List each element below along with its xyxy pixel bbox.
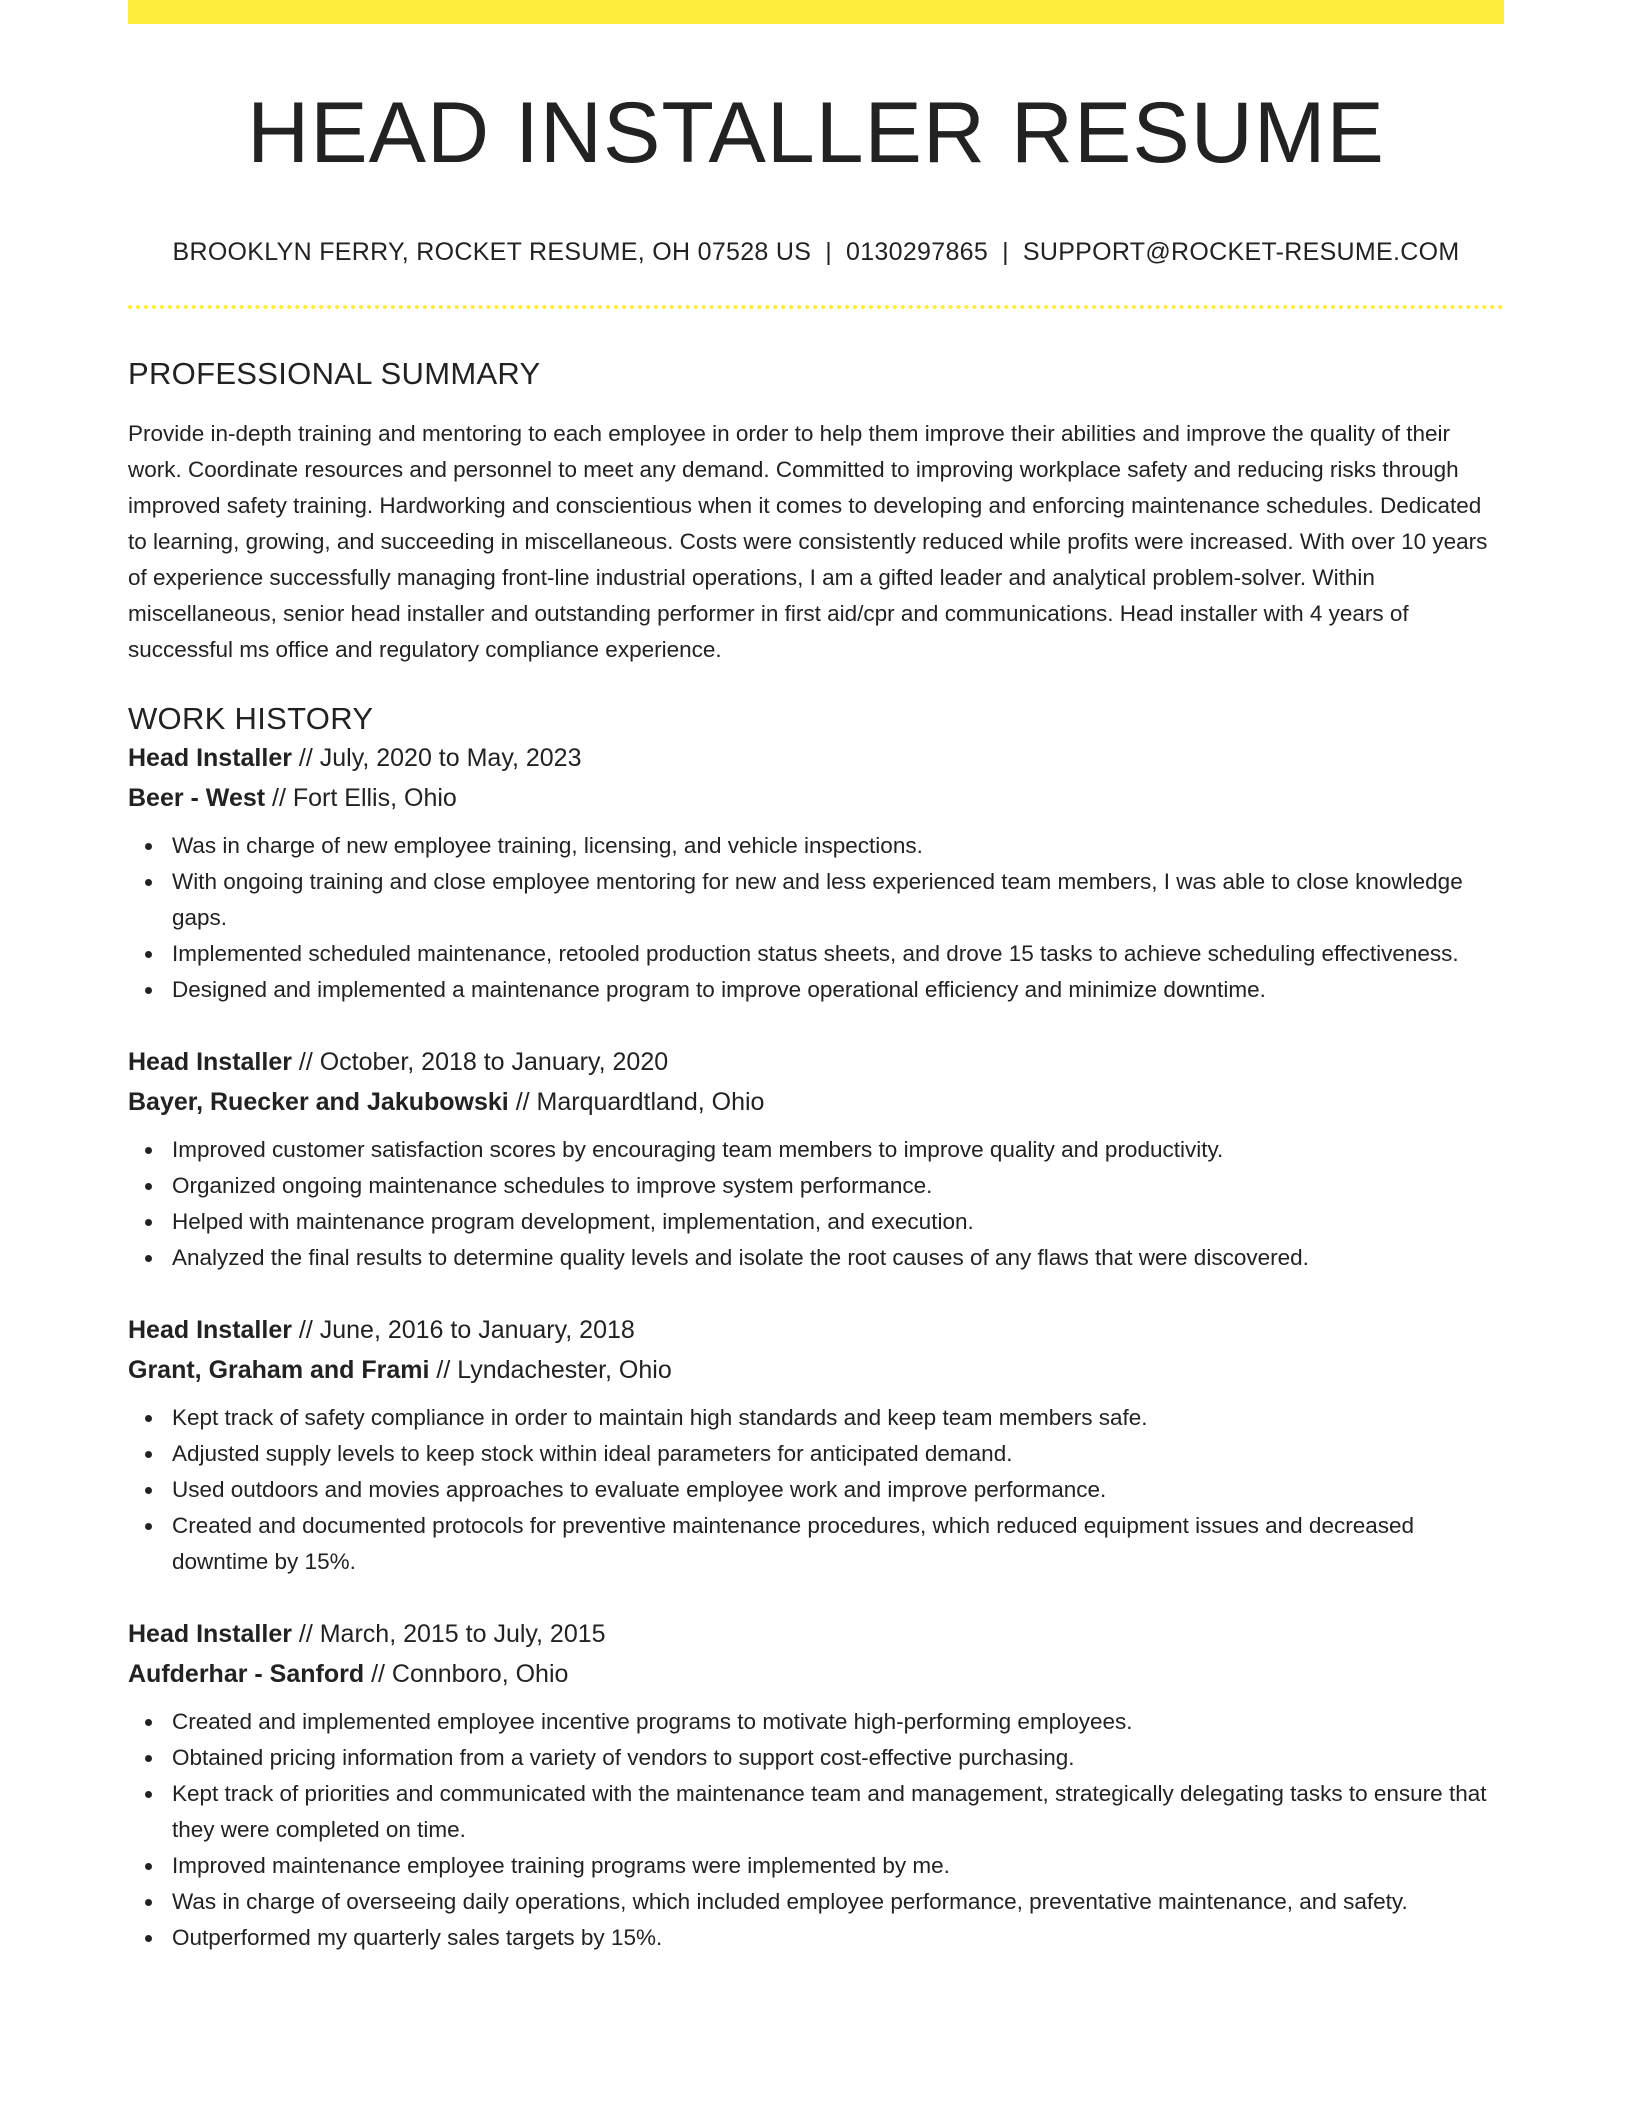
work-history-heading: WORK HISTORY	[128, 701, 374, 737]
work-history-list	[128, 738, 1504, 1956]
job-bullet: Kept track of priorities and communicated with the maintenance team and management, strategically delegating tasks to ensure that they were completed on time.	[172, 1776, 1504, 1848]
job-entry	[128, 738, 1504, 1008]
job-entry	[128, 1042, 1504, 1276]
contact-address: BROOKLYN FERRY, ROCKET RESUME, OH 07528 US	[172, 238, 812, 267]
resume-title: HEAD INSTALLER RESUME	[247, 85, 1385, 181]
job-role: Head Installer	[128, 1315, 292, 1344]
job-role-line	[128, 1614, 1504, 1654]
job-company: Aufderhar - Sanford	[128, 1659, 365, 1688]
job-location: // Marquardtland, Ohio	[508, 1087, 765, 1116]
resume-page	[128, 0, 1504, 1956]
job-bullet: Created and documented protocols for preventive maintenance procedures, which reduced equipment issues and decreased downtime by 15%.	[172, 1508, 1504, 1580]
job-bullet: Organized ongoing maintenance schedules to improve system performance.	[172, 1168, 1504, 1204]
job-location: // Connboro, Ohio	[364, 1659, 569, 1688]
contact-phone: 0130297865	[846, 238, 989, 267]
job-bullet: Created and implemented employee incentive programs to motivate high-performing employees.	[172, 1704, 1504, 1740]
job-bullet: Adjusted supply levels to keep stock within ideal parameters for anticipated demand.	[172, 1436, 1504, 1472]
job-company: Beer - West	[128, 783, 266, 812]
job-bullet: With ongoing training and close employee mentoring for new and less experienced team members, I was able to close knowledge gaps.	[172, 864, 1504, 936]
top-accent-bar	[128, 0, 1504, 24]
job-role: Head Installer	[128, 1619, 292, 1648]
summary-text: Provide in-depth training and mentoring to each employee in order to help them improve their abilities and improve the quality of their work. Coordinate resources and personnel to meet any demand. Committed to improving workplace safety and reducing risks through improved safety training. Hardworking and conscientious when it comes to developing and enforcing maintenance schedules. Dedicated to learning, growing, and succeeding in miscellaneous. Costs were consistently reduced while profits were increased. With over 10 years of experience successfully managing front-line industrial operations, I am a gifted leader and analytical problem-solver. Within miscellaneous, senior head installer and outstanding performer in first aid/cpr and communications. Head installer with 4 years of successful ms office and regulatory compliance experience.	[128, 421, 1488, 663]
contact-separator: |	[825, 238, 833, 267]
job-entry	[128, 1310, 1504, 1580]
job-role-line	[128, 1042, 1504, 1082]
job-role-line	[128, 1310, 1504, 1350]
job-bullet: Outperformed my quarterly sales targets by 15%.	[172, 1920, 1504, 1956]
job-bullet: Improved maintenance employee training programs were implemented by me.	[172, 1848, 1504, 1884]
job-company-line	[128, 1350, 1504, 1390]
job-role: Head Installer	[128, 743, 292, 772]
job-bullet: Kept track of safety compliance in order to maintain high standards and keep team members safe.	[172, 1400, 1504, 1436]
job-bullets	[128, 1132, 1504, 1276]
job-company-line	[128, 1082, 1504, 1122]
job-company: Grant, Graham and Frami	[128, 1355, 430, 1384]
job-role-line	[128, 738, 1504, 778]
job-company-line	[128, 778, 1504, 818]
contact-separator: |	[1002, 238, 1009, 267]
job-bullet: Designed and implemented a maintenance program to improve operational efficiency and minimize downtime.	[172, 972, 1504, 1008]
job-bullet: Obtained pricing information from a variety of vendors to support cost-effective purchasing.	[172, 1740, 1504, 1776]
summary-heading: PROFESSIONAL SUMMARY	[128, 356, 541, 392]
job-bullets	[128, 1704, 1504, 1956]
job-dates: // October, 2018 to January, 2020	[291, 1047, 669, 1076]
job-entry	[128, 1614, 1504, 1956]
contact-email: SUPPORT@ROCKET-RESUME.COM	[1022, 238, 1460, 267]
job-bullet: Improved customer satisfaction scores by encouraging team members to improve quality and productivity.	[172, 1132, 1504, 1168]
job-bullet: Analyzed the final results to determine quality levels and isolate the root causes of any flaws that were discovered.	[172, 1240, 1504, 1276]
job-bullet: Was in charge of new employee training, licensing, and vehicle inspections.	[172, 828, 1504, 864]
dotted-divider	[128, 305, 1504, 309]
job-bullet: Was in charge of overseeing daily operations, which included employee performance, preventative maintenance, and safety.	[172, 1884, 1504, 1920]
job-dates: // July, 2020 to May, 2023	[291, 743, 582, 772]
job-location: // Lyndachester, Ohio	[429, 1355, 672, 1384]
job-company: Bayer, Ruecker and Jakubowski	[128, 1087, 509, 1116]
job-role: Head Installer	[128, 1047, 292, 1076]
job-dates: // March, 2015 to July, 2015	[291, 1619, 606, 1648]
job-dates: // June, 2016 to January, 2018	[291, 1315, 635, 1344]
job-location: // Fort Ellis, Ohio	[265, 783, 457, 812]
job-company-line	[128, 1654, 1504, 1694]
job-bullets	[128, 1400, 1504, 1580]
contact-line	[128, 237, 1504, 267]
job-bullet: Helped with maintenance program development, implementation, and execution.	[172, 1204, 1504, 1240]
job-bullet: Used outdoors and movies approaches to evaluate employee work and improve performance.	[172, 1472, 1504, 1508]
job-bullets	[128, 828, 1504, 1008]
job-bullet: Implemented scheduled maintenance, retooled production status sheets, and drove 15 tasks to achieve scheduling effectiveness.	[172, 936, 1504, 972]
